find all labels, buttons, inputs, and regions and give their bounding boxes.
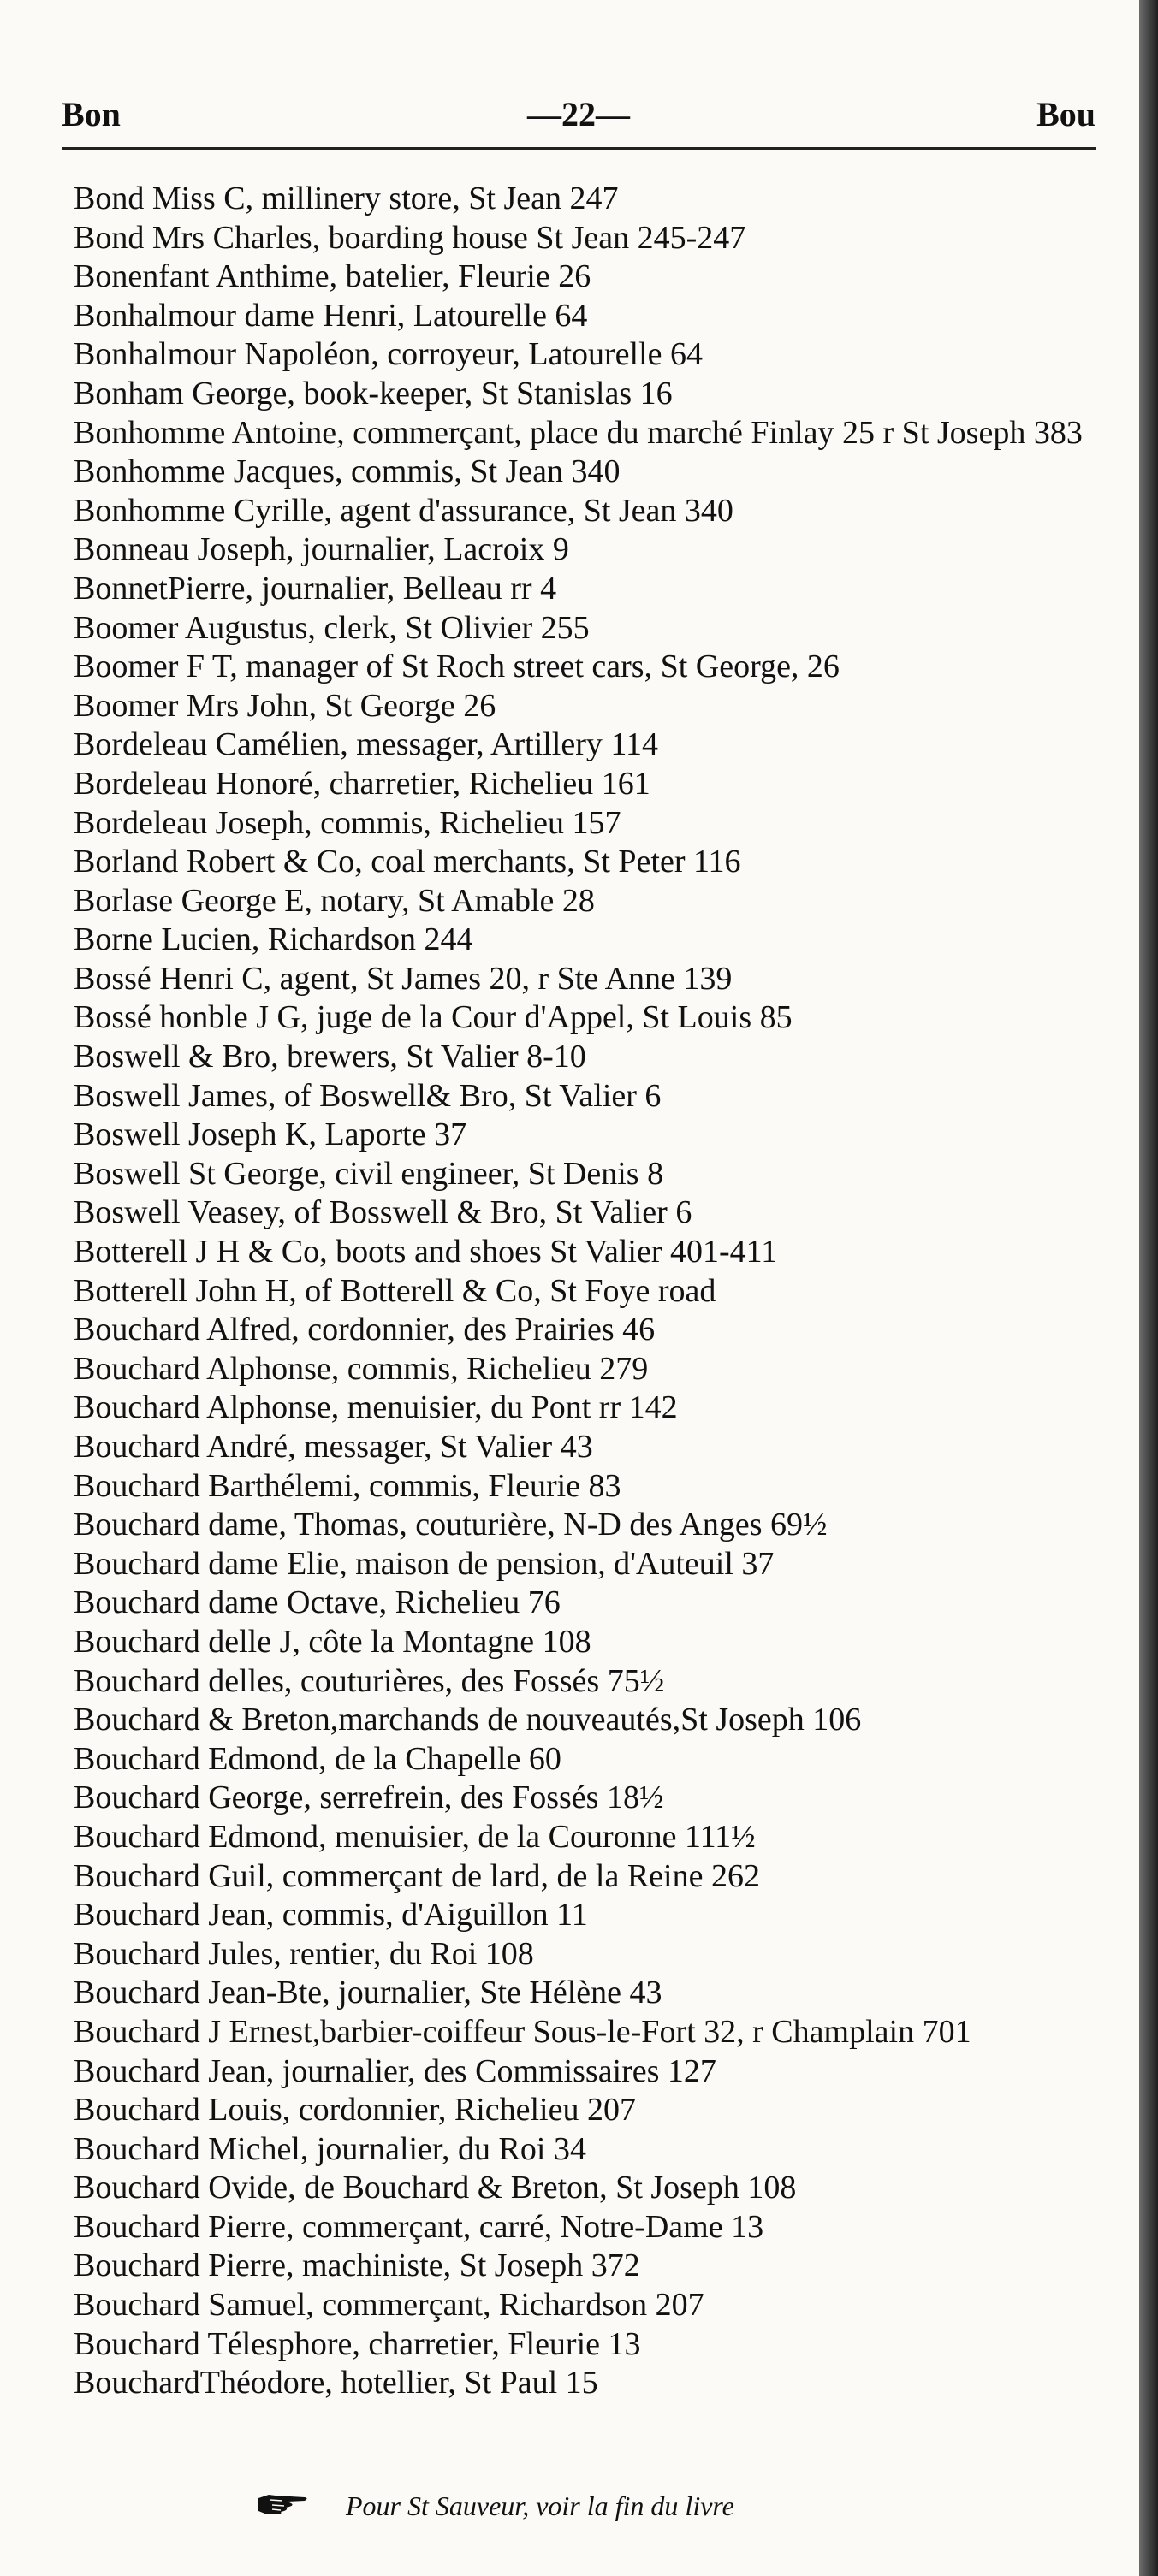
directory-entry: Bouchard Ovide, de Bouchard & Breton, St Joseph 108 xyxy=(74,2170,797,2206)
directory-entry: Bouchard Jean, commis, d'Aiguillon 11 xyxy=(74,1897,588,1933)
header-right-guide-word: Bou xyxy=(1036,95,1096,133)
directory-entry: Boomer Augustus, clerk, St Olivier 255 xyxy=(74,609,590,646)
directory-entry: Boswell St George, civil engineer, St Denis 8 xyxy=(74,1155,664,1192)
directory-entry: Bouchard André, messager, St Valier 43 xyxy=(74,1429,593,1465)
directory-entry: Bouchard Jean, journalier, des Commissaires 127 xyxy=(74,2052,716,2089)
directory-entry: Bonhalmour dame Henri, Latourelle 64 xyxy=(74,297,588,334)
directory-entry: Bonhalmour Napoléon, corroyeur, Latourelle 64 xyxy=(74,336,704,373)
directory-entry: Bouchard J Ernest,barbier-coiffeur Sous-le-Fort 32, r Champlain 701 xyxy=(74,2013,971,2050)
directory-entry: Bouchard Alphonse, commis, Richelieu 279 xyxy=(74,1350,649,1387)
directory-entry: Bouchard Edmond, de la Chapelle 60 xyxy=(74,1740,561,1777)
footer-note-text: Pour St Sauveur, voir la fin du livre xyxy=(346,2490,734,2522)
directory-entry: BouchardThéodore, hotellier, St Paul 15 xyxy=(74,2365,598,2401)
directory-entry: Bouchard Louis, cordonnier, Richelieu 207 xyxy=(74,2092,636,2129)
directory-entry: Bouchard delles, couturières, des Fossés 75½ xyxy=(74,1662,665,1699)
directory-entry: Bouchard & Breton,marchands de nouveautés,St Joseph 106 xyxy=(74,1702,862,1738)
page-edge-shadow xyxy=(1139,0,1158,2576)
directory-entry: Bond Miss C, millinery store, St Jean 247 xyxy=(74,181,619,216)
directory-entry: Bouchard Michel, journalier, du Roi 34 xyxy=(74,2130,586,2167)
directory-entry: Bonham George, book-keeper, St Stanislas 16 xyxy=(74,375,673,412)
directory-entry: Bouchard Pierre, machiniste, St Joseph 372 xyxy=(74,2247,640,2284)
directory-entry: Bouchard Samuel, commerçant, Richardson 207 xyxy=(74,2287,704,2324)
directory-entry: Bossé Henri C, agent, St James 20, r Ste Anne 139 xyxy=(74,960,733,997)
directory-entry: Borne Lucien, Richardson 244 xyxy=(74,921,473,958)
directory-entry: Bouchard Guil, commerçant de lard, de la Reine 262 xyxy=(74,1857,760,1894)
directory-entry: Boswell James, of Boswell& Bro, St Valier 6 xyxy=(74,1077,662,1114)
directory-entry: Bouchard Jules, rentier, du Roi 108 xyxy=(74,1935,534,1972)
directory-entry: Bordeleau Camélien, messager, Artillery 114 xyxy=(74,726,658,763)
pointing-hand-icon xyxy=(257,2490,310,2523)
directory-entry: Bossé honble J G, juge de la Cour d'Appel, St Louis 85 xyxy=(74,999,793,1036)
directory-entry: BonnetPierre, journalier, Belleau rr 4 xyxy=(74,570,557,607)
directory-entry: Bouchard delle J, côte la Montagne 108 xyxy=(74,1623,591,1660)
directory-entry: Bouchard Alphonse, menuisier, du Pont rr 142 xyxy=(74,1389,678,1426)
page-header xyxy=(62,94,1096,145)
directory-entry: Bouchard Télesphore, charretier, Fleurie 13 xyxy=(74,2325,641,2362)
directory-entry: Bouchard Edmond, menuisier, de la Couronne 111½ xyxy=(74,1818,756,1855)
directory-entry: Bordeleau Joseph, commis, Richelieu 157 xyxy=(74,804,621,841)
page-number: —22— xyxy=(527,95,630,133)
directory-entry: Bordeleau Honoré, charretier, Richelieu 161 xyxy=(74,765,650,802)
directory-entry: Bonhomme Jacques, commis, St Jean 340 xyxy=(74,453,621,490)
directory-entry: Bonneau Joseph, journalier, Lacroix 9 xyxy=(74,531,569,568)
directory-entry: Bouchard Pierre, commerçant, carré, Notre-Dame 13 xyxy=(74,2208,764,2245)
directory-entry: Bonenfant Anthime, batelier, Fleurie 26 xyxy=(74,258,591,295)
directory-entry: Bouchard dame Octave, Richelieu 76 xyxy=(74,1584,561,1621)
footer-note xyxy=(257,2488,941,2531)
directory-entry: Bouchard Barthélemi, commis, Fleurie 83 xyxy=(74,1467,621,1504)
header-rule xyxy=(62,147,1096,150)
directory-entry: Bonhomme Cyrille, agent d'assurance, St Jean 340 xyxy=(74,492,733,529)
directory-entry: Boswell & Bro, brewers, St Valier 8-10 xyxy=(74,1039,586,1075)
directory-entry: Bouchard Jean-Bte, journalier, Ste Hélène 43 xyxy=(74,1975,662,2011)
directory-entry: Botterell John H, of Botterell & Co, St Foye road xyxy=(74,1272,716,1309)
directory-entry: Boomer F T, manager of St Roch street cars, St George, 26 xyxy=(74,648,840,685)
directory-entry: Bouchard George, serrefrein, des Fossés 18½ xyxy=(74,1780,664,1816)
directory-entries xyxy=(74,180,1116,2403)
directory-entry: Borland Robert & Co, coal merchants, St Peter 116 xyxy=(74,844,741,880)
directory-entry: Bouchard dame Elie, maison de pension, d'Auteuil 37 xyxy=(74,1545,775,1582)
directory-entry: Bouchard dame, Thomas, couturière, N-D des Anges 69½ xyxy=(74,1507,828,1543)
directory-entry: Boswell Veasey, of Bosswell & Bro, St Valier 6 xyxy=(74,1194,692,1231)
header-left-guide-word: Bon xyxy=(62,95,121,133)
directory-entry: Boomer Mrs John, St George 26 xyxy=(74,687,496,724)
directory-entry: Bonhomme Antoine, commerçant, place du marché Finlay 25 r St Joseph 383 xyxy=(74,414,1083,451)
directory-entry: Bouchard Alfred, cordonnier, des Prairies 46 xyxy=(74,1312,656,1348)
directory-entry: Bond Mrs Charles, boarding house St Jean 245-247 xyxy=(74,219,746,256)
directory-entry: Borlase George E, notary, St Amable 28 xyxy=(74,882,595,919)
directory-entry: Botterell J H & Co, boots and shoes St Valier 401-411 xyxy=(74,1234,778,1270)
directory-entry: Boswell Joseph K, Laporte 37 xyxy=(74,1116,467,1153)
